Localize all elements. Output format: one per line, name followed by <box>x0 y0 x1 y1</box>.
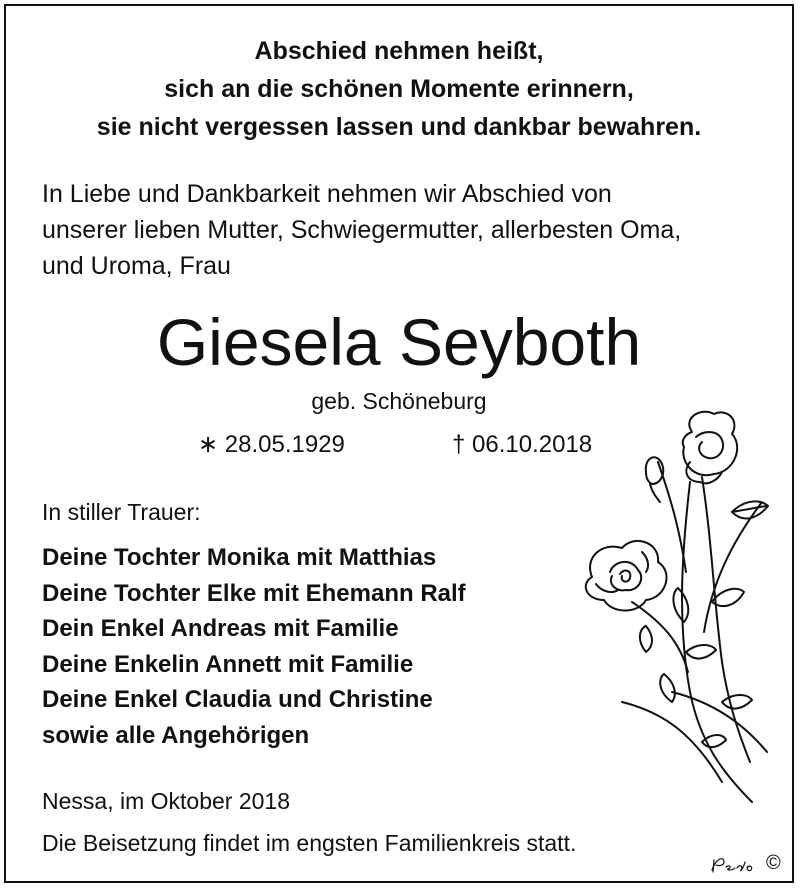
motto-line: Abschied nehmen heißt, <box>254 37 544 65</box>
birth-date: ∗ 28.05.1929 <box>198 431 345 458</box>
mourners-list <box>42 540 466 753</box>
obituary-notice <box>4 4 794 883</box>
copyright-mark: © <box>766 852 781 874</box>
burial-note: Die Beisetzung findet im engsten Familienkreis statt. <box>42 830 577 856</box>
intro-line: In Liebe und Dankbarkeit nehmen wir Abschied von <box>42 180 612 208</box>
motto-line: sich an die schönen Momente erinnern, <box>164 75 634 103</box>
motto-line: sie nicht vergessen lassen und dankbar bewahren. <box>96 113 702 141</box>
death-date: † 06.10.2018 <box>452 431 593 458</box>
intro-text <box>42 176 772 284</box>
rose-drawing-icon <box>562 402 782 812</box>
signature <box>710 854 756 874</box>
maiden-name: geb. Schöneburg <box>311 388 487 414</box>
list-item: Deine Enkel Claudia und Christine <box>42 686 433 713</box>
place-date: Nessa, im Oktober 2018 <box>42 788 291 814</box>
list-item: Deine Tochter Monika mit Matthias <box>42 544 437 571</box>
intro-line: und Uroma, Frau <box>42 252 231 280</box>
list-item: Deine Tochter Elke mit Ehemann Ralf <box>42 579 466 607</box>
mourning-label: In stiller Trauer: <box>42 499 201 525</box>
deceased-name: Giesela Seyboth <box>156 305 642 379</box>
list-item: Deine Enkelin Annett mit Familie <box>42 650 414 678</box>
motto <box>6 32 792 146</box>
list-item: Dein Enkel Andreas mit Familie <box>42 615 399 642</box>
list-item: sowie alle Angehörigen <box>42 721 310 749</box>
intro-line: unserer lieben Mutter, Schwiegermutter, allerbesten Oma, <box>42 216 682 244</box>
